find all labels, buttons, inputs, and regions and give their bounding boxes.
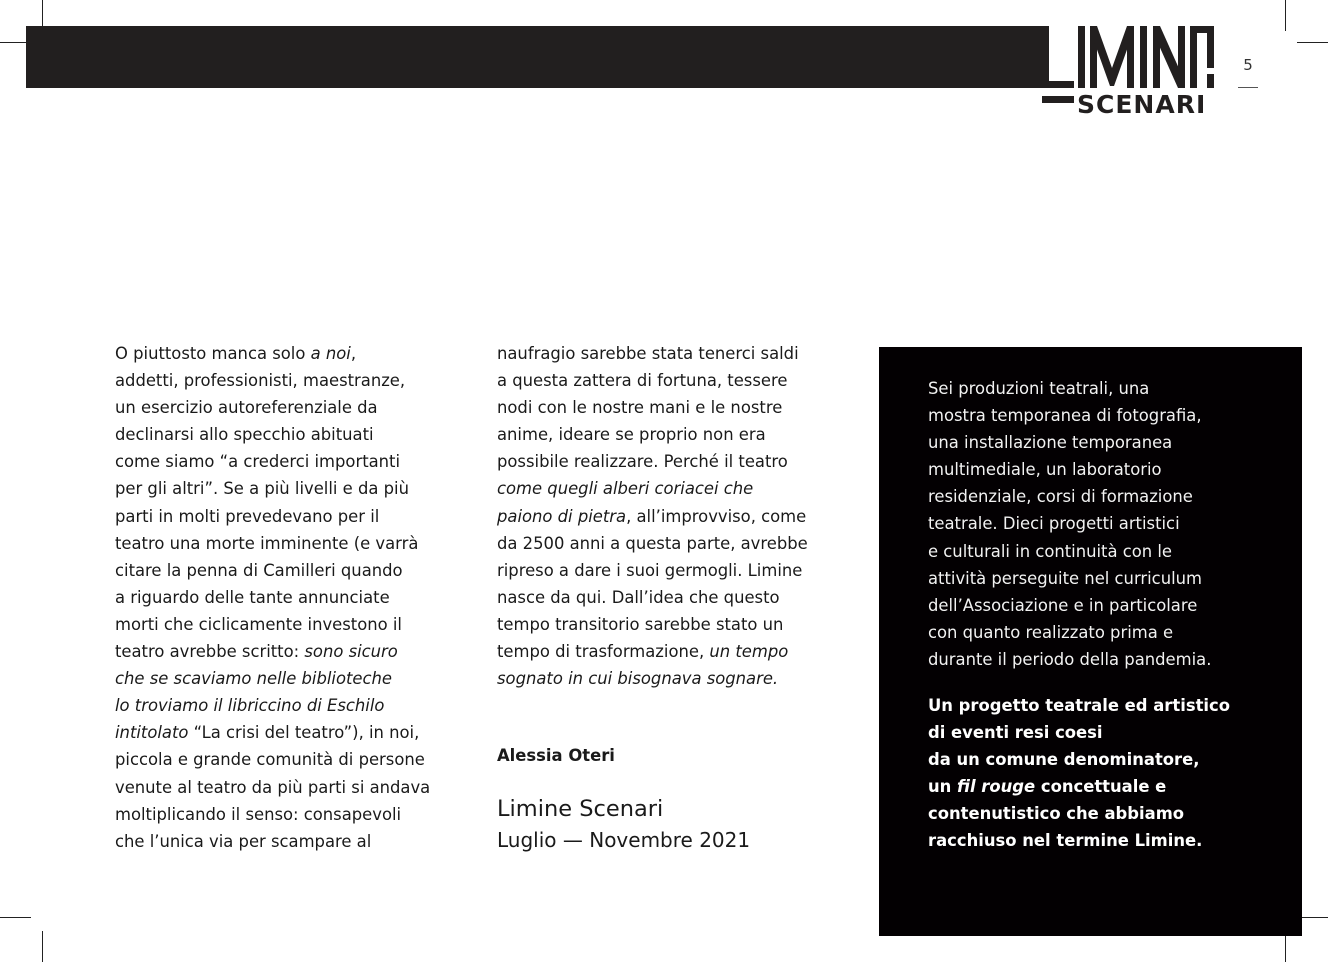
italic-text: sono sicuro [304, 642, 398, 662]
italic-text: fil rouge [957, 777, 1036, 797]
text-segment: nasce da qui. Dall’idea che questo [497, 587, 780, 607]
text-segment: concettuale e [1035, 777, 1167, 797]
text-segment: multimediale, un laboratorio [928, 460, 1162, 480]
text-line [115, 719, 430, 746]
text-segment: Sei produzioni teatrali, una [928, 379, 1150, 398]
text-line [497, 475, 808, 502]
author-name: Alessia Oteri [497, 746, 615, 765]
text-line [928, 692, 1230, 719]
text-segment: da un comune denominatore, [928, 750, 1200, 770]
text-segment: una installazione temporanea [928, 433, 1173, 453]
italic-text: intitolato [115, 723, 189, 743]
text-segment: dell’Associazione e in particolare [928, 595, 1198, 615]
text-line [115, 692, 430, 719]
text-line [928, 800, 1230, 827]
text-line [928, 375, 1211, 402]
text-line [928, 510, 1211, 537]
text-segment: un esercizio autoreferenziale da [115, 398, 378, 418]
left-text-column [115, 340, 430, 855]
text-segment: come siamo “a crederci importanti [115, 452, 401, 472]
text-segment: , [350, 344, 357, 363]
text-segment: e culturali in continuità con le [928, 541, 1173, 561]
text-segment: durante il periodo della pandemia. [928, 649, 1212, 669]
italic-text: sognato in cui bisognava sognare. [497, 669, 779, 689]
text-segment: Un progetto teatrale ed artistico [928, 696, 1231, 715]
text-line [115, 584, 430, 611]
text-segment: per gli altri”. Se a più livelli e da più [115, 479, 409, 499]
text-segment: addetti, professionisti, maestranze, [115, 371, 406, 391]
text-line [115, 828, 430, 855]
text-segment: tempo di trasformazione, [497, 642, 710, 662]
text-line [115, 394, 430, 421]
text-line [115, 774, 430, 801]
text-segment: ripreso a dare i suoi germogli. Limine [497, 560, 803, 580]
text-line [115, 530, 430, 557]
text-line [497, 665, 808, 692]
text-line [928, 429, 1211, 456]
text-segment: O piuttosto manca solo [115, 344, 311, 363]
text-segment: di eventi resi coesi [928, 723, 1103, 743]
text-segment: moltiplicando il senso: consapevoli [115, 804, 402, 824]
text-segment: , all’improvviso, come [626, 506, 807, 526]
text-line [497, 584, 808, 611]
text-line [497, 503, 808, 530]
publication-dates: Luglio — Novembre 2021 [497, 828, 751, 852]
middle-text-column [497, 340, 808, 692]
text-line [115, 503, 430, 530]
text-line [497, 448, 808, 475]
italic-text: un tempo [709, 642, 789, 662]
text-line [115, 367, 430, 394]
text-segment: tempo transitorio sarebbe stato un [497, 614, 784, 634]
text-segment: declinarsi allo specchio abituati [115, 425, 374, 445]
publication-title: Limine Scenari [497, 796, 664, 822]
text-line [928, 827, 1230, 854]
text-line [497, 557, 808, 584]
text-line [115, 611, 430, 638]
text-line [115, 340, 430, 367]
crop-mark [1285, 0, 1286, 31]
text-segment: con quanto realizzato prima e [928, 622, 1174, 642]
logo-underline [1042, 96, 1074, 103]
text-line [928, 746, 1230, 773]
text-line [928, 773, 1230, 800]
crop-mark [1297, 42, 1328, 43]
text-line [497, 367, 808, 394]
text-segment: possibile realizzare. Perché il teatro [497, 452, 788, 472]
text-line [115, 421, 430, 448]
text-line [497, 530, 808, 557]
text-line [115, 557, 430, 584]
text-segment: morti che ciclicamente investono il [115, 614, 402, 634]
text-segment: contenutistico che abbiamo [928, 804, 1185, 824]
text-line [115, 448, 430, 475]
panel-description [928, 375, 1211, 673]
text-line [928, 483, 1211, 510]
text-segment: residenziale, corsi di formazione [928, 487, 1193, 507]
text-line [928, 592, 1211, 619]
text-line [928, 646, 1211, 673]
text-line [115, 475, 430, 502]
text-line [497, 340, 808, 367]
text-segment: nodi con le nostre mani e le nostre [497, 398, 783, 418]
text-segment: teatrale. Dieci progetti artistici [928, 514, 1180, 534]
text-segment: un [928, 777, 958, 797]
text-line [928, 565, 1211, 592]
text-segment: citare la penna di Camilleri quando [115, 560, 403, 580]
text-line [928, 456, 1211, 483]
crop-mark [42, 931, 43, 962]
text-line [115, 638, 430, 665]
italic-text: che se scaviamo nelle biblioteche [115, 669, 392, 689]
text-segment: attività perseguite nel curriculum [928, 568, 1202, 588]
text-line [497, 421, 808, 448]
italic-text: paiono di pietra [497, 506, 627, 526]
text-segment: naufragio sarebbe stata tenerci saldi [497, 344, 799, 363]
page-number: 5 [1243, 56, 1253, 74]
text-segment: che l’unica via per scampare al [115, 831, 372, 851]
text-line [115, 801, 430, 828]
text-segment: mostra temporanea di fotografia, [928, 406, 1202, 426]
text-segment: venute al teatro da più parti si andava [115, 777, 431, 797]
logo-subtitle: SCENARI [1077, 90, 1207, 119]
text-segment: piccola e grande comunità di persone [115, 750, 425, 770]
text-segment: a riguardo delle tante annunciate [115, 587, 390, 607]
page-number-rule [1238, 87, 1258, 88]
text-line [497, 638, 808, 665]
text-line [928, 619, 1211, 646]
text-segment: a questa zattera di fortuna, tessere [497, 371, 788, 391]
italic-text: a noi [310, 344, 351, 363]
text-line [497, 611, 808, 638]
text-line [928, 402, 1211, 429]
text-segment: parti in molti prevedevano per il [115, 506, 380, 526]
crop-mark [0, 917, 31, 918]
text-line [497, 394, 808, 421]
text-line [115, 746, 430, 773]
text-segment: da 2500 anni a questa parte, avrebbe [497, 533, 808, 553]
text-segment: anime, ideare se proprio non era [497, 425, 766, 445]
text-segment: racchiuso nel termine Limine. [928, 831, 1203, 851]
text-line [928, 719, 1230, 746]
header-bar [26, 26, 1042, 88]
text-segment: teatro una morte imminente (e varrà [115, 533, 419, 553]
text-line [115, 665, 430, 692]
text-segment: teatro avrebbe scritto: [115, 642, 305, 662]
panel-highlight [928, 692, 1230, 855]
text-line [928, 538, 1211, 565]
italic-text: come quegli alberi coriacei che [497, 479, 754, 499]
italic-text: lo troviamo il libriccino di Eschilo [115, 696, 385, 716]
text-segment: “La crisi del teatro”), in noi, [188, 723, 420, 743]
